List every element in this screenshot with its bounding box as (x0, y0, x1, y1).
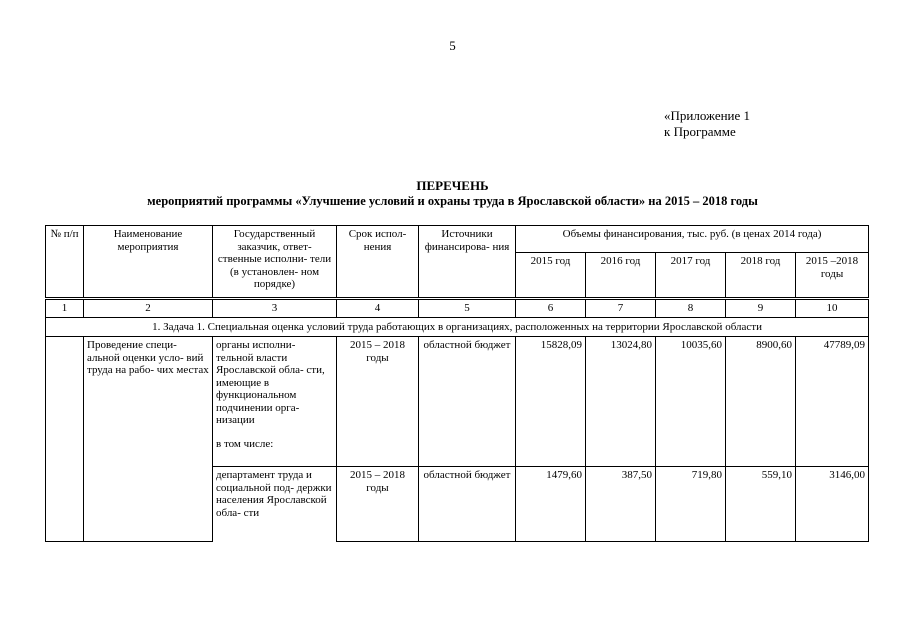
col-number-10: 10 (796, 299, 869, 318)
spacer (216, 427, 333, 438)
task-row (46, 317, 869, 337)
col-number-5: 5 (419, 299, 516, 318)
header-row-1 (46, 226, 869, 253)
source-cell: областной бюджет (419, 467, 516, 542)
header-customer: Государственный заказчик, ответ- ственные исполни- тели (в установлен- ном порядке) (213, 226, 337, 299)
col-number-1: 1 (46, 299, 84, 318)
table-row (46, 337, 869, 467)
value-2016: 387,50 (586, 467, 656, 542)
header-2018: 2018 год (726, 253, 796, 299)
value-2017: 719,80 (656, 467, 726, 542)
document-subtitle: мероприятий программы «Улучшение условий и охраны труда в Ярославской области» на 2015 – 2018 годы (147, 194, 758, 208)
header-2017: 2017 год (656, 253, 726, 299)
header-sources: Источники финансирова- ния (419, 226, 516, 299)
source-cell: областной бюджет (419, 337, 516, 467)
value-2015: 15828,09 (516, 337, 586, 467)
measures-table (45, 225, 869, 542)
col-number-6: 6 (516, 299, 586, 318)
value-2015: 1479,60 (516, 467, 586, 542)
customer-cell (213, 337, 337, 467)
col-number-8: 8 (656, 299, 726, 318)
header-volumes: Объемы финансирования, тыс. руб. (в ценах 2014 года) (516, 226, 869, 253)
header-2016: 2016 год (586, 253, 656, 299)
row-num-cell (46, 337, 84, 542)
term-cell: 2015 – 2018 годы (337, 337, 419, 467)
col-number-2: 2 (84, 299, 213, 318)
col-number-4: 4 (337, 299, 419, 318)
value-2018: 559,10 (726, 467, 796, 542)
value-total: 47789,09 (796, 337, 869, 467)
including-label: в том числе: (216, 437, 274, 450)
header-2015: 2015 год (516, 253, 586, 299)
col-number-7: 7 (586, 299, 656, 318)
appendix-line-2: к Программе (664, 124, 736, 139)
customer-text: органы исполни- тельной власти Ярославской обла- сти, имеющие в функциональном подчинении орга- низации (216, 339, 325, 426)
customer-cell: департамент труда и социальной под- держки населения Ярославской обла- сти (213, 467, 337, 542)
term-cell: 2015 – 2018 годы (337, 467, 419, 542)
document-title: ПЕРЕЧЕНЬ (416, 178, 489, 193)
value-total: 3146,00 (796, 467, 869, 542)
col-number-9: 9 (726, 299, 796, 318)
header-name: Наименование мероприятия (84, 226, 213, 299)
task-heading: 1. Задача 1. Специальная оценка условий труда работающих в организациях, расположенных на территории Ярославской области (46, 317, 869, 337)
col-number-3: 3 (213, 299, 337, 318)
value-2016: 13024,80 (586, 337, 656, 467)
header-total: 2015 –2018 годы (796, 253, 869, 299)
appendix-note (664, 108, 750, 140)
column-numbers-row (46, 299, 869, 318)
appendix-line-1: «Приложение 1 (664, 108, 751, 123)
measure-name: Проведение специ- альной оценки усло- вий труда на рабо- чих местах (84, 337, 213, 542)
header-num: № п/п (46, 226, 84, 299)
header-term: Срок испол- нения (337, 226, 419, 299)
value-2017: 10035,60 (656, 337, 726, 467)
value-2018: 8900,60 (726, 337, 796, 467)
page-number: 5 (449, 38, 456, 53)
